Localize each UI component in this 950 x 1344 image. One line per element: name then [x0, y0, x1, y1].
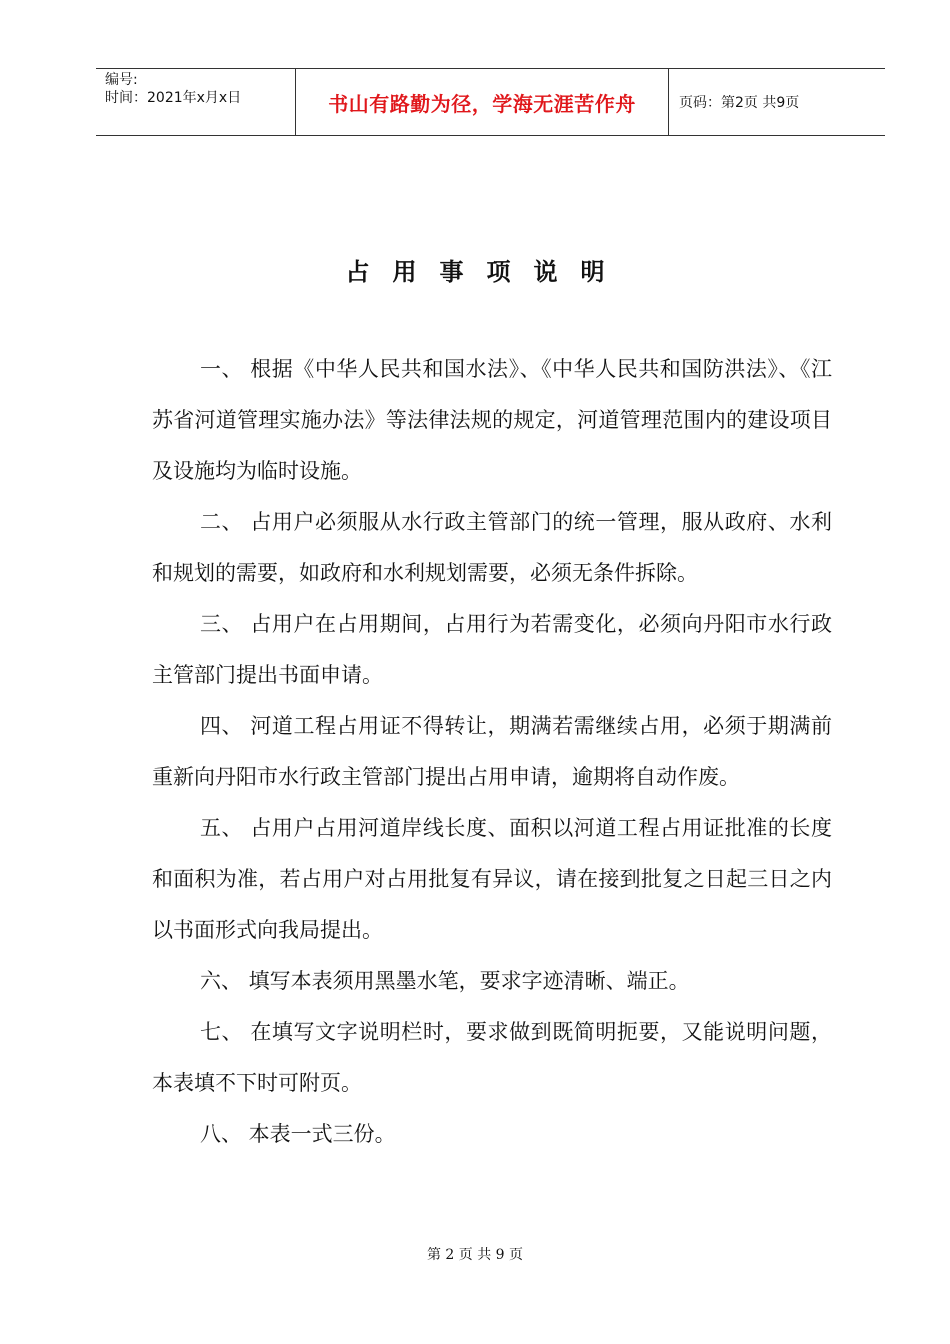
paragraph-2: 二、 占用户必须服从水行政主管部门的统一管理，服从政府、水利和规划的需要，如政府和水利规划需要，必须无条件拆除。: [152, 510, 832, 585]
document-body: [152, 344, 832, 1160]
serial-label: 编号:: [105, 72, 138, 88]
paragraph-6: 六、 填写本表须用黑墨水笔，要求字迹清晰、端正。: [200, 969, 690, 993]
header-motto: 书山有路勤为径，学海无涯苦作舟: [296, 69, 669, 135]
paragraph-7: 七、 在填写文字说明栏时，要求做到既简明扼要，又能说明问题，本表填不下时可附页。: [152, 1020, 832, 1095]
paragraph-3: 三、 占用户在占用期间，占用行为若需变化，必须向丹阳市水行政主管部门提出书面申请。: [152, 612, 832, 687]
paragraph-8: 八、 本表一式三份。: [200, 1122, 396, 1146]
header-table: [96, 68, 885, 136]
page-footer: 第 2 页 共 9 页: [426, 1247, 524, 1263]
document-title: 占用事项说明: [345, 258, 628, 286]
time-label: 时间：2021年x月x日: [105, 90, 242, 106]
paragraph-1: 一、 根据《中华人民共和国水法》、《中华人民共和国防洪法》、《江苏省河道管理实施办法》等法律法规的规定，河道管理范围内的建设项目及设施均为临时设施。: [152, 357, 832, 483]
paragraph-5: 五、 占用户占用河道岸线长度、面积以河道工程占用证批准的长度和面积为准，若占用户对占用批复有异议，请在接到批复之日起三日之内以书面形式向我局提出。: [152, 816, 832, 942]
header-meta: [96, 69, 296, 135]
header-page-info: 页码：第2页 共9页: [679, 95, 800, 111]
paragraph-4: 四、 河道工程占用证不得转让，期满若需继续占用，必须于期满前重新向丹阳市水行政主管部门提出占用申请，逾期将自动作废。: [152, 714, 832, 789]
